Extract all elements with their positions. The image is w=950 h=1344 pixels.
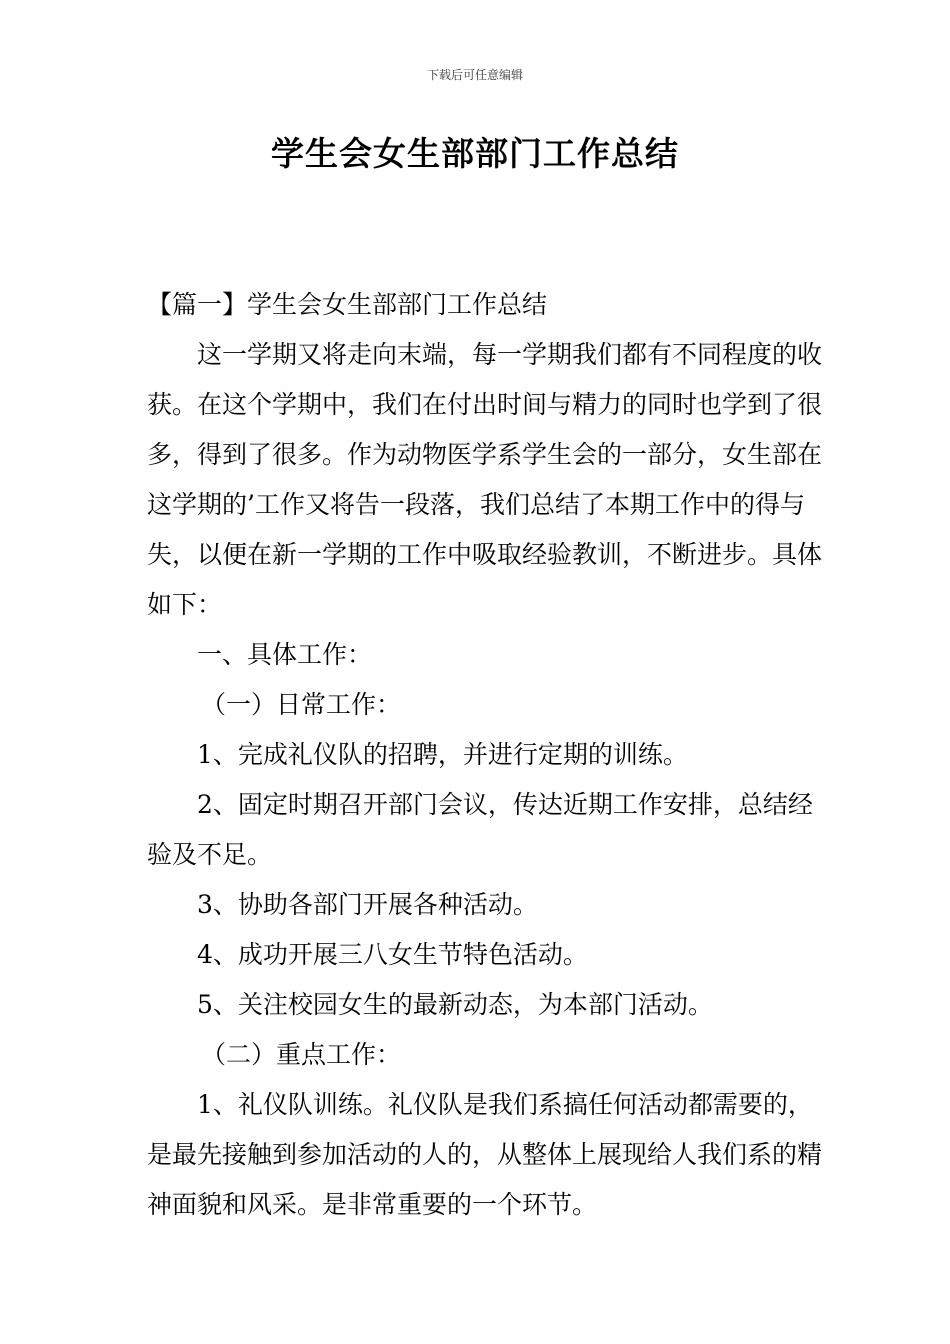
document-title: 学生会女生部部门工作总结 bbox=[271, 134, 679, 173]
key-work-heading: （二）重点工作： bbox=[201, 1040, 402, 1069]
daily-item-2: 2、固定时期召开部门会议，传达近期工作安排，总结经验及不足。 bbox=[147, 790, 813, 869]
daily-item-4: 4、成功开展三八女生节特色活动。 bbox=[197, 940, 588, 969]
paragraph-intro: 这一学期又将走向末端，每一学期我们都有不同程度的收获。在这个学期中，我们在付出时间与精力的同时也学到了很多，得到了很多。作为动物医学系学生会的一部分，女生部在这学期的’工作又将告一段落，我们总结了本期工作中的得与失，以便在新一学期的工作中吸取经验教训，不断进步。具体如下： bbox=[147, 340, 823, 619]
daily-item-3: 3、协助各部门开展各种活动。 bbox=[197, 890, 538, 919]
daily-work-heading: （一）日常工作： bbox=[201, 690, 402, 719]
document-body bbox=[147, 280, 827, 1230]
section-heading: 【篇一】学生会女生部部门工作总结 bbox=[147, 290, 548, 319]
part-heading: 一、具体工作： bbox=[197, 640, 373, 669]
key-item-1: 1、礼仪队训练。礼仪队是我们系搞任何活动都需要的，是最先接触到参加活动的人的，从整体上展现给人我们系的精神面貌和风采。是非常重要的一个环节。 bbox=[147, 1090, 823, 1219]
header-note: 下载后可任意编辑 bbox=[426, 68, 523, 82]
daily-item-5: 5、关注校园女生的最新动态，为本部门活动。 bbox=[197, 990, 713, 1019]
daily-item-1: 1、完成礼仪队的招聘，并进行定期的训练。 bbox=[197, 740, 688, 769]
